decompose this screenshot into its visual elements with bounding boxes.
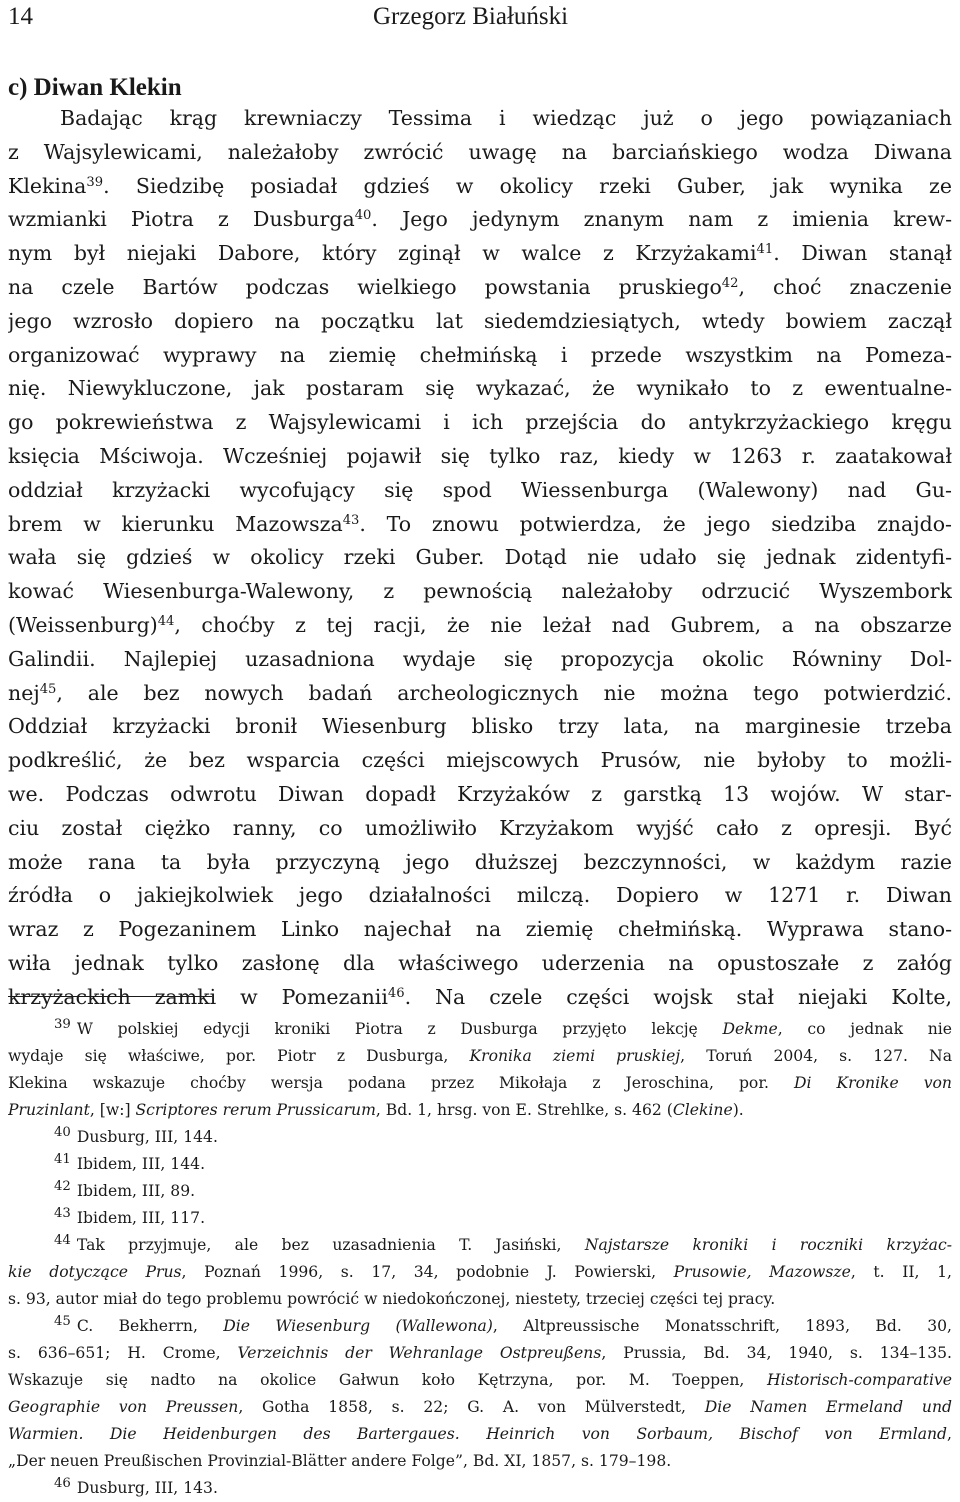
text-run: , Gotha 1858, s. 22; G. A. von Mülverstedt, — [238, 1398, 686, 1416]
text-run: Klekina — [8, 173, 87, 198]
body-line: podkreślić, że bez wsparcia części miejscowych Prusów, nie byłoby to możli- — [8, 748, 952, 773]
footnote-ref[interactable]: 39 — [86, 174, 104, 190]
footnote-44 — [8, 1232, 952, 1259]
body-line: wraz z Pogezaninem Linko najechał na ziemię chełmińską. Wyprawa stano- — [8, 917, 952, 942]
text-run: wzmianki Piotra z Dusburga — [8, 207, 355, 232]
italic-run: Kronika ziemi pruskiej — [469, 1047, 681, 1065]
text-run: , — [947, 1425, 952, 1443]
body-line: wała się gdzieś w okolicy rzeki Guber. Dotąd nie udało się jednak zidentyfi- — [8, 545, 952, 570]
footnote-line — [8, 1394, 952, 1421]
footnote-number: 46 — [54, 1476, 71, 1492]
section-heading: c) Diwan Klekin — [8, 74, 182, 101]
footnote-39 — [8, 1016, 952, 1043]
italic-run: Verzeichnis der Wehranlage Ostpreußens — [237, 1344, 602, 1362]
running-title: Grzegorz Białuński — [373, 3, 569, 30]
footnote-43 — [8, 1205, 952, 1232]
footnote-number: 45 — [54, 1314, 71, 1330]
italic-run: Warmien. Die Heidenburgen des Bartergaues. Heinrich von Sorbaum, Bischof von Ermland — [8, 1425, 948, 1443]
italic-run: Najstarsze kroniki i roczniki krzyżac- — [584, 1236, 952, 1254]
footnote-ref[interactable]: 46 — [387, 985, 405, 1001]
document-page — [8, 0, 952, 1496]
text-run: (Weissenburg) — [8, 612, 158, 637]
footnote-line — [8, 1097, 952, 1124]
text-run: na czele Bartów podczas wielkiego powstania pruskiego — [8, 274, 722, 299]
text-run: krzyżackich zamki w Pomezanii — [8, 984, 388, 1009]
italic-run: Scriptores rerum Prussicarum — [135, 1101, 376, 1119]
footnote-ref[interactable]: 43 — [342, 512, 360, 528]
footnote-ref[interactable]: 45 — [39, 681, 57, 697]
italic-run: Die Wiesenburg (Wallewona) — [223, 1317, 493, 1335]
text-run: brem w kierunku Mazowsza — [8, 511, 343, 536]
footnote-46 — [8, 1475, 952, 1502]
body-line — [8, 981, 952, 1015]
text-run: Ibidem, III, 117. — [76, 1209, 206, 1227]
footnote-40 — [8, 1124, 952, 1151]
footnote-line — [8, 1340, 952, 1367]
body-line: źródła o jakiejkolwiek jego działalności milczą. Dopiero w 1271 r. Diwan — [8, 883, 952, 908]
text-run: nej — [8, 680, 40, 705]
footnote-ref[interactable]: 42 — [721, 275, 739, 291]
body-line: z Wajsylewicami, należałoby zwrócić uwagę na barciańskiego wodza Diwana — [8, 139, 952, 164]
body-line: we. Podczas odwrotu Diwan dopadł Krzyżaków z garstką 13 wojów. W star- — [8, 781, 952, 806]
body-line — [8, 508, 952, 542]
body-line — [8, 677, 952, 711]
italic-run: Pruzinlant — [8, 1101, 90, 1119]
italic-run: kie dotyczące Prus — [8, 1263, 182, 1281]
footnote-line — [8, 1421, 952, 1448]
footnote-number: 39 — [54, 1017, 71, 1033]
text-run: Ibidem, III, 144. — [76, 1155, 206, 1173]
italic-run: Clekine — [672, 1101, 733, 1119]
italic-run: Di Kronike von — [794, 1074, 952, 1092]
footnote-line: s. 93, autor miał do tego problemu powrócić w niedokończonej, niestety, trzeciej części tej pracy. — [8, 1290, 776, 1308]
body-text — [8, 102, 952, 1015]
footnote-number: 43 — [54, 1206, 71, 1222]
text-run: , Bd. 1, hrsg. von E. Strehlke, s. 462 ( — [375, 1101, 673, 1119]
body-line: Galindii. Najlepiej uzasadniona wydaje się propozycja okolic Równiny Dol- — [8, 646, 952, 671]
body-line: organizować wyprawy na ziemię chełmińską i przede wszystkim na Pomeza- — [8, 342, 952, 367]
italic-run: Historisch-comparative — [767, 1371, 952, 1389]
text-run: , Toruń 2004, s. 127. Na — [680, 1047, 952, 1065]
italic-run: Die Namen Ermeland und — [704, 1398, 952, 1416]
body-line: Badając krąg krewniaczy Tessima i wiedząc już o jego powiązaniach — [60, 106, 952, 130]
footnote-number: 44 — [54, 1233, 71, 1249]
footnote-line: „Der neuen Preußischen Provinzial-Blätter andere Folge”, Bd. XI, 1857, s. 179–198. — [8, 1452, 672, 1470]
footnote-separator — [8, 996, 212, 997]
body-line: może rana ta była przyczyną jego dłuższej bezczynności, w każdym razie — [8, 849, 952, 874]
text-run: W polskiej edycji kroniki Piotra z Dusburga przyjęto lekcję — [76, 1020, 698, 1038]
text-run: , Prussia, Bd. 34, 1940, s. 134–135. — [601, 1344, 952, 1362]
footnote-ref[interactable]: 44 — [157, 613, 175, 629]
text-run: , ale bez nowych badań archeologicznych nie można tego potwierdzić. — [56, 680, 952, 705]
footnote-ref[interactable]: 40 — [354, 208, 372, 224]
body-line: wiła jednak tylko zasłonę dla właściwego uderzenia na opustoszałe z załóg — [8, 950, 952, 975]
text-run: , t. II, 1, — [850, 1263, 952, 1281]
footnote-42 — [8, 1178, 952, 1205]
footnote-line — [8, 1367, 952, 1394]
footnote-41 — [8, 1151, 952, 1178]
text-run: Klekina wskazuje choćby wersja podana przez Mikołaja z Jeroschina, por. — [8, 1074, 770, 1092]
text-run: . Siedzibę posiadał gdzieś w okolicy rzeki Guber, jak wynika ze — [103, 173, 952, 198]
body-line: nię. Niewykluczone, jak postaram się wykazać, że wynikało to z ewentualne- — [8, 376, 952, 401]
footnote-number: 40 — [54, 1125, 71, 1141]
text-run: . Na czele części wojsk stał niejaki Kolte, — [404, 984, 952, 1009]
text-run: . Diwan stanął — [773, 241, 952, 266]
body-line: księcia Mściwoja. Wcześniej pojawił się tylko raz, kiedy w 1263 r. zaatakował — [8, 443, 952, 468]
body-line: kować Wiesenburga-Walewony, z pewnością należałoby odrzucić Wyszembork — [8, 579, 952, 604]
italic-run: Prusowie, Mazowsze — [673, 1263, 851, 1281]
text-run: . To znowu potwierdza, że jego siedziba znajdo- — [359, 511, 952, 536]
text-run: s. 636–651; H. Crome, — [8, 1344, 221, 1362]
italic-run: Dekme — [722, 1020, 778, 1038]
footnote-number: 41 — [54, 1152, 71, 1168]
text-run: Dusburg, III, 144. — [76, 1128, 218, 1146]
footnote-45 — [8, 1313, 952, 1340]
text-run: . Jego jedynym znanym nam z imienia krew- — [371, 207, 952, 232]
footnotes — [8, 1016, 952, 1502]
text-run: Wskazuje się nadto na okolice Gałwun koło Kętrzyna, por. M. Toeppen, — [8, 1371, 745, 1389]
text-run: , choćby z tej racji, że nie leżał nad Gubrem, a na obszarze — [174, 612, 952, 637]
text-run: wydaje się właściwe, por. Piotr z Dusburga, — [8, 1047, 449, 1065]
text-run: , choć znaczenie — [738, 274, 952, 299]
text-run: , [w:] — [89, 1101, 131, 1119]
body-line — [8, 170, 952, 204]
body-line — [8, 609, 952, 643]
body-line: go pokrewieństwa z Wajsylewicami i ich przejścia do antykrzyżackiego kręgu — [8, 410, 952, 435]
body-line — [8, 271, 952, 305]
body-line: oddział krzyżacki wycofujący się spod Wiessenburga (Walewony) nad Gu- — [8, 477, 952, 502]
text-run: , Poznań 1996, s. 17, 34, podobnie J. Powierski, — [181, 1263, 657, 1281]
body-line: ciu został ciężko ranny, co umożliwiło Krzyżakom wyjść cało z opresji. Być — [8, 815, 952, 840]
body-line — [8, 237, 952, 271]
text-run: Tak przyjmuje, ale bez uzasadnienia T. Jasiński, — [76, 1236, 562, 1254]
footnote-line — [8, 1070, 952, 1097]
text-run: , Altpreussische Monatsschrift, 1893, Bd. 30, — [492, 1317, 952, 1335]
text-run: Dusburg, III, 143. — [76, 1479, 218, 1497]
body-line: Oddział krzyżacki bronił Wiesenburg blisko trzy lata, na marginesie trzeba — [8, 714, 952, 739]
text-run: , co jednak nie — [777, 1020, 952, 1038]
text-run: nym był niejaki Dabore, który zginął w walce z Krzyżakami — [8, 241, 757, 266]
italic-run: Geographie von Preussen — [8, 1398, 239, 1416]
body-line: jego wzrosło dopiero na początku lat siedemdziesiątych, wtedy bowiem zaczął — [8, 308, 952, 333]
text-run: C. Bekherrn, — [76, 1317, 198, 1335]
footnote-line — [8, 1043, 952, 1070]
footnote-ref[interactable]: 41 — [756, 241, 774, 257]
footnote-number: 42 — [54, 1179, 71, 1195]
footnote-line — [8, 1259, 952, 1286]
text-run: Ibidem, III, 89. — [76, 1182, 196, 1200]
page-number: 14 — [8, 3, 33, 30]
body-line — [8, 203, 952, 237]
running-head — [8, 2, 952, 32]
text-run: ). — [732, 1101, 744, 1119]
